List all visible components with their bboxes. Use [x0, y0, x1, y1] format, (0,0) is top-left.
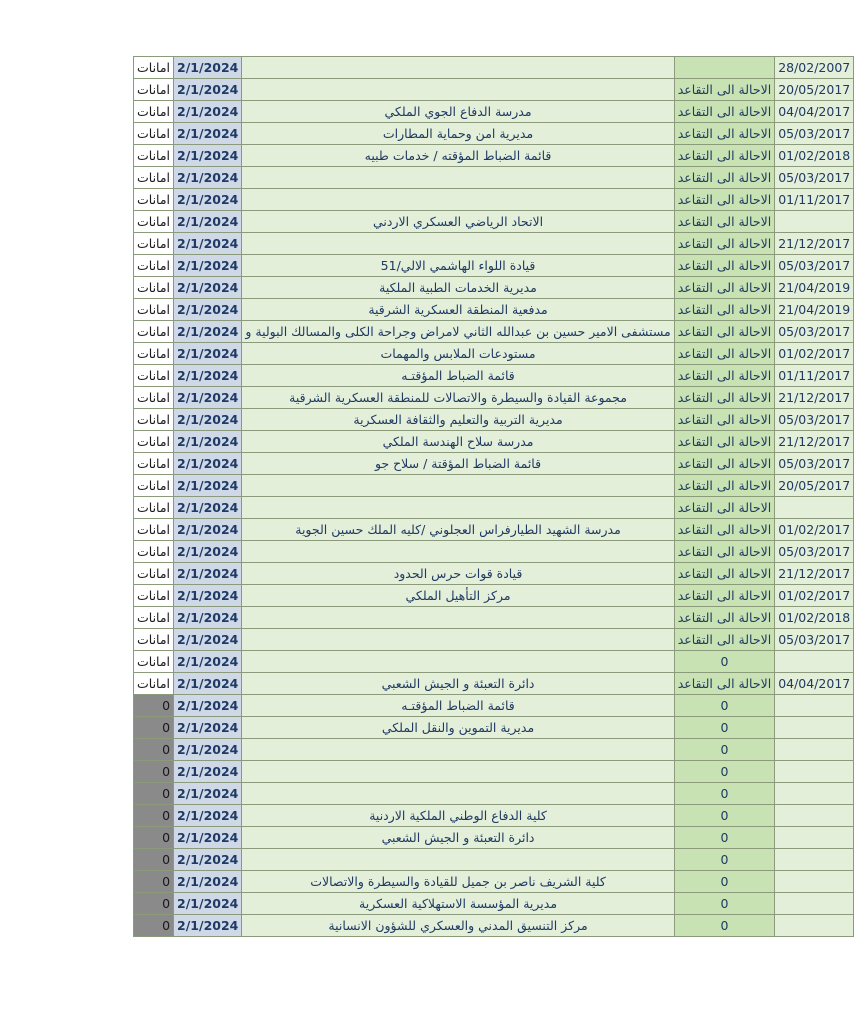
table-row — [134, 915, 854, 937]
retirement-date-cell[interactable]: 28/02/2007 — [775, 57, 854, 79]
date-cell[interactable]: 2/1/2024 — [174, 871, 242, 893]
status-cell[interactable]: 0 — [134, 739, 174, 761]
reason-cell[interactable]: الاحالة الى التقاعد — [674, 475, 775, 497]
retirement-date-cell[interactable]: 05/03/2017 — [775, 321, 854, 343]
unit-cell[interactable] — [242, 629, 674, 651]
unit-cell[interactable]: مستشفى الامير حسين بن عبدالله الثاني لامراض وجراحة الكلى والمسالك البولية و — [242, 321, 674, 343]
retirement-date-cell[interactable] — [775, 827, 854, 849]
date-cell[interactable]: 2/1/2024 — [174, 739, 242, 761]
unit-cell[interactable] — [242, 541, 674, 563]
reason-cell[interactable]: 0 — [674, 915, 775, 937]
unit-cell[interactable] — [242, 739, 674, 761]
date-cell[interactable]: 2/1/2024 — [174, 123, 242, 145]
status-cell[interactable]: 0 — [134, 717, 174, 739]
reason-cell[interactable]: الاحالة الى التقاعد — [674, 607, 775, 629]
date-cell[interactable]: 2/1/2024 — [174, 475, 242, 497]
table-row — [134, 607, 854, 629]
table-row — [134, 453, 854, 475]
reason-cell[interactable]: الاحالة الى التقاعد — [674, 453, 775, 475]
date-cell[interactable]: 2/1/2024 — [174, 365, 242, 387]
retirement-date-cell[interactable]: 05/03/2017 — [775, 167, 854, 189]
retirement-date-cell[interactable]: 21/12/2017 — [775, 233, 854, 255]
reason-cell[interactable]: الاحالة الى التقاعد — [674, 409, 775, 431]
reason-cell[interactable]: الاحالة الى التقاعد — [674, 101, 775, 123]
retirement-date-cell[interactable]: 21/12/2017 — [775, 563, 854, 585]
status-cell[interactable]: 0 — [134, 827, 174, 849]
status-cell[interactable]: امانات — [134, 651, 174, 673]
retirement-date-cell[interactable]: 05/03/2017 — [775, 453, 854, 475]
retirement-date-cell[interactable]: 05/03/2017 — [775, 123, 854, 145]
date-cell[interactable]: 2/1/2024 — [174, 761, 242, 783]
reason-cell[interactable]: الاحالة الى التقاعد — [674, 79, 775, 101]
retirement-date-cell[interactable]: 21/04/2019 — [775, 299, 854, 321]
date-cell[interactable]: 2/1/2024 — [174, 805, 242, 827]
unit-cell[interactable] — [242, 607, 674, 629]
unit-cell[interactable] — [242, 475, 674, 497]
table-row — [134, 717, 854, 739]
reason-cell[interactable]: 0 — [674, 805, 775, 827]
retirement-date-cell[interactable]: 04/04/2017 — [775, 673, 854, 695]
date-cell[interactable]: 2/1/2024 — [174, 497, 242, 519]
status-cell[interactable]: امانات — [134, 519, 174, 541]
retirement-date-cell[interactable]: 05/03/2017 — [775, 629, 854, 651]
unit-cell[interactable]: مركز التنسيق المدني والعسكري للشؤون الانسانية — [242, 915, 674, 937]
status-cell[interactable]: امانات — [134, 277, 174, 299]
table-row — [134, 123, 854, 145]
date-cell[interactable]: 2/1/2024 — [174, 79, 242, 101]
reason-cell[interactable]: الاحالة الى التقاعد — [674, 365, 775, 387]
table-row — [134, 585, 854, 607]
reason-cell[interactable]: الاحالة الى التقاعد — [674, 343, 775, 365]
reason-cell[interactable]: 0 — [674, 783, 775, 805]
retirement-date-cell[interactable]: 21/12/2017 — [775, 387, 854, 409]
table-row — [134, 761, 854, 783]
reason-cell[interactable]: الاحالة الى التقاعد — [674, 563, 775, 585]
date-cell[interactable]: 2/1/2024 — [174, 651, 242, 673]
date-cell[interactable]: 2/1/2024 — [174, 541, 242, 563]
status-cell[interactable]: امانات — [134, 189, 174, 211]
status-cell[interactable]: امانات — [134, 79, 174, 101]
date-cell[interactable]: 2/1/2024 — [174, 695, 242, 717]
date-cell[interactable]: 2/1/2024 — [174, 343, 242, 365]
retirement-date-cell[interactable]: 05/03/2017 — [775, 409, 854, 431]
retirement-date-cell[interactable]: 01/02/2017 — [775, 519, 854, 541]
table-body — [134, 57, 854, 937]
status-cell[interactable]: امانات — [134, 607, 174, 629]
retirement-date-cell[interactable]: 21/12/2017 — [775, 431, 854, 453]
retirement-date-cell[interactable]: 05/03/2017 — [775, 255, 854, 277]
unit-cell[interactable]: قائمة الضباط المؤقتـه — [242, 365, 674, 387]
unit-cell[interactable] — [242, 233, 674, 255]
status-cell[interactable]: امانات — [134, 563, 174, 585]
reason-cell[interactable] — [674, 57, 775, 79]
status-cell[interactable]: امانات — [134, 431, 174, 453]
table-row — [134, 409, 854, 431]
reason-cell[interactable]: الاحالة الى التقاعد — [674, 585, 775, 607]
table-row — [134, 387, 854, 409]
table-row — [134, 563, 854, 585]
date-cell[interactable]: 2/1/2024 — [174, 255, 242, 277]
status-cell[interactable]: 0 — [134, 893, 174, 915]
unit-cell[interactable]: مدرسة سلاح الهندسة الملكي — [242, 431, 674, 453]
reason-cell[interactable]: الاحالة الى التقاعد — [674, 519, 775, 541]
reason-cell[interactable]: الاحالة الى التقاعد — [674, 431, 775, 453]
date-cell[interactable]: 2/1/2024 — [174, 299, 242, 321]
retirement-date-cell[interactable]: 05/03/2017 — [775, 541, 854, 563]
reason-cell[interactable]: الاحالة الى التقاعد — [674, 167, 775, 189]
table-row — [134, 871, 854, 893]
reason-cell[interactable]: الاحالة الى التقاعد — [674, 277, 775, 299]
table-row — [134, 827, 854, 849]
table-row — [134, 211, 854, 233]
date-cell[interactable]: 2/1/2024 — [174, 167, 242, 189]
retirement-date-cell[interactable] — [775, 915, 854, 937]
table-row — [134, 849, 854, 871]
unit-cell[interactable] — [242, 651, 674, 673]
date-cell[interactable]: 2/1/2024 — [174, 717, 242, 739]
status-cell[interactable]: امانات — [134, 123, 174, 145]
unit-cell[interactable] — [242, 783, 674, 805]
unit-cell[interactable]: مركز التأهيل الملكي — [242, 585, 674, 607]
status-cell[interactable]: 0 — [134, 871, 174, 893]
date-cell[interactable]: 2/1/2024 — [174, 673, 242, 695]
reason-cell[interactable]: 0 — [674, 827, 775, 849]
date-cell[interactable]: 2/1/2024 — [174, 849, 242, 871]
status-cell[interactable]: امانات — [134, 497, 174, 519]
unit-cell[interactable]: قيادة اللواء الهاشمي الالي/51 — [242, 255, 674, 277]
unit-cell[interactable]: مديرية المؤسسة الاستهلاكية العسكرية — [242, 893, 674, 915]
table-row — [134, 321, 854, 343]
unit-cell[interactable]: دائرة التعبئة و الجيش الشعبي — [242, 673, 674, 695]
status-cell[interactable]: امانات — [134, 475, 174, 497]
unit-cell[interactable]: قائمة الضباط المؤقتـه — [242, 695, 674, 717]
table-row — [134, 783, 854, 805]
status-cell[interactable]: امانات — [134, 321, 174, 343]
status-cell[interactable]: امانات — [134, 453, 174, 475]
table-row — [134, 299, 854, 321]
date-cell[interactable]: 2/1/2024 — [174, 629, 242, 651]
retirement-date-cell[interactable] — [775, 893, 854, 915]
retirement-date-cell[interactable]: 21/04/2019 — [775, 277, 854, 299]
spreadsheet-table — [133, 56, 854, 937]
table-row — [134, 805, 854, 827]
table-row — [134, 695, 854, 717]
unit-cell[interactable]: مدفعية المنطقة العسكرية الشرقية — [242, 299, 674, 321]
reason-cell[interactable]: الاحالة الى التقاعد — [674, 255, 775, 277]
reason-cell[interactable]: الاحالة الى التقاعد — [674, 541, 775, 563]
reason-cell[interactable]: 0 — [674, 651, 775, 673]
retirement-date-cell[interactable]: 01/02/2017 — [775, 343, 854, 365]
table-row — [134, 629, 854, 651]
reason-cell[interactable]: الاحالة الى التقاعد — [674, 211, 775, 233]
status-cell[interactable]: 0 — [134, 783, 174, 805]
status-cell[interactable]: امانات — [134, 585, 174, 607]
unit-cell[interactable]: كلية الدفاع الوطني الملكية الاردنية — [242, 805, 674, 827]
retirement-date-cell[interactable] — [775, 211, 854, 233]
status-cell[interactable]: امانات — [134, 387, 174, 409]
status-cell[interactable]: امانات — [134, 255, 174, 277]
unit-cell[interactable] — [242, 57, 674, 79]
reason-cell[interactable]: 0 — [674, 761, 775, 783]
date-cell[interactable]: 2/1/2024 — [174, 189, 242, 211]
unit-cell[interactable]: مديرية التموين والنقل الملكي — [242, 717, 674, 739]
date-cell[interactable]: 2/1/2024 — [174, 783, 242, 805]
retirement-date-cell[interactable] — [775, 717, 854, 739]
date-cell[interactable]: 2/1/2024 — [174, 431, 242, 453]
status-cell[interactable]: امانات — [134, 57, 174, 79]
unit-cell[interactable]: مديرية التربية والتعليم والثقافة العسكرية — [242, 409, 674, 431]
retirement-date-cell[interactable]: 01/02/2018 — [775, 607, 854, 629]
reason-cell[interactable]: 0 — [674, 695, 775, 717]
status-cell[interactable]: امانات — [134, 365, 174, 387]
retirement-date-cell[interactable] — [775, 871, 854, 893]
date-cell[interactable]: 2/1/2024 — [174, 409, 242, 431]
reason-cell[interactable]: 0 — [674, 717, 775, 739]
status-cell[interactable]: امانات — [134, 541, 174, 563]
table-row — [134, 255, 854, 277]
unit-cell[interactable]: قائمة الضباط المؤقتة / سلاح جو — [242, 453, 674, 475]
date-cell[interactable]: 2/1/2024 — [174, 233, 242, 255]
status-cell[interactable]: امانات — [134, 101, 174, 123]
retirement-date-cell[interactable] — [775, 651, 854, 673]
reason-cell[interactable]: الاحالة الى التقاعد — [674, 145, 775, 167]
date-cell[interactable]: 2/1/2024 — [174, 277, 242, 299]
unit-cell[interactable] — [242, 761, 674, 783]
table-row — [134, 167, 854, 189]
reason-cell[interactable]: 0 — [674, 739, 775, 761]
status-cell[interactable]: امانات — [134, 299, 174, 321]
reason-cell[interactable]: الاحالة الى التقاعد — [674, 299, 775, 321]
retirement-date-cell[interactable]: 01/02/2018 — [775, 145, 854, 167]
table-row — [134, 365, 854, 387]
retirement-date-cell[interactable]: 20/05/2017 — [775, 79, 854, 101]
status-cell[interactable]: امانات — [134, 409, 174, 431]
reason-cell[interactable]: الاحالة الى التقاعد — [674, 123, 775, 145]
date-cell[interactable]: 2/1/2024 — [174, 893, 242, 915]
table-row — [134, 343, 854, 365]
date-cell[interactable]: 2/1/2024 — [174, 321, 242, 343]
unit-cell[interactable]: كلية الشريف ناصر بن جميل للقيادة والسيطرة والاتصالات — [242, 871, 674, 893]
unit-cell[interactable] — [242, 849, 674, 871]
unit-cell[interactable]: دائرة التعبئة و الجيش الشعبي — [242, 827, 674, 849]
unit-cell[interactable]: قائمة الضباط المؤقته / خدمات طبيه — [242, 145, 674, 167]
status-cell[interactable]: 0 — [134, 695, 174, 717]
date-cell[interactable]: 2/1/2024 — [174, 453, 242, 475]
unit-cell[interactable]: قيادة قوات حرس الحدود — [242, 563, 674, 585]
reason-cell[interactable]: الاحالة الى التقاعد — [674, 233, 775, 255]
reason-cell[interactable]: 0 — [674, 893, 775, 915]
date-cell[interactable]: 2/1/2024 — [174, 145, 242, 167]
table-row — [134, 57, 854, 79]
reason-cell[interactable]: الاحالة الى التقاعد — [674, 629, 775, 651]
table-row — [134, 673, 854, 695]
table-row — [134, 475, 854, 497]
retirement-date-cell[interactable]: 20/05/2017 — [775, 475, 854, 497]
status-cell[interactable]: امانات — [134, 145, 174, 167]
table-row — [134, 431, 854, 453]
retirement-date-cell[interactable] — [775, 849, 854, 871]
status-cell[interactable]: امانات — [134, 167, 174, 189]
date-cell[interactable]: 2/1/2024 — [174, 519, 242, 541]
status-cell[interactable]: 0 — [134, 849, 174, 871]
status-cell[interactable]: امانات — [134, 211, 174, 233]
retirement-date-cell[interactable] — [775, 805, 854, 827]
date-cell[interactable]: 2/1/2024 — [174, 211, 242, 233]
unit-cell[interactable] — [242, 167, 674, 189]
table-row — [134, 739, 854, 761]
unit-cell[interactable] — [242, 497, 674, 519]
unit-cell[interactable] — [242, 189, 674, 211]
table-row — [134, 893, 854, 915]
status-cell[interactable]: امانات — [134, 629, 174, 651]
retirement-date-cell[interactable]: 01/11/2017 — [775, 189, 854, 211]
retirement-date-cell[interactable]: 01/11/2017 — [775, 365, 854, 387]
unit-cell[interactable]: مجموعة القيادة والسيطرة والاتصالات للمنطقة العسكرية الشرقية — [242, 387, 674, 409]
unit-cell[interactable] — [242, 79, 674, 101]
table-row — [134, 651, 854, 673]
table-row — [134, 277, 854, 299]
reason-cell[interactable]: 0 — [674, 871, 775, 893]
table-row — [134, 145, 854, 167]
reason-cell[interactable]: الاحالة الى التقاعد — [674, 189, 775, 211]
reason-cell[interactable]: الاحالة الى التقاعد — [674, 387, 775, 409]
unit-cell[interactable]: مدرسة الشهيد الطيارفراس العجلوني /كليه الملك حسين الجوية — [242, 519, 674, 541]
retirement-date-cell[interactable] — [775, 497, 854, 519]
table-row — [134, 541, 854, 563]
status-cell[interactable]: 0 — [134, 805, 174, 827]
status-cell[interactable]: 0 — [134, 915, 174, 937]
unit-cell[interactable]: الاتحاد الرياضي العسكري الاردني — [242, 211, 674, 233]
date-cell[interactable]: 2/1/2024 — [174, 563, 242, 585]
status-cell[interactable]: امانات — [134, 673, 174, 695]
table-row — [134, 79, 854, 101]
retirement-date-cell[interactable]: 04/04/2017 — [775, 101, 854, 123]
retirement-date-cell[interactable]: 01/02/2017 — [775, 585, 854, 607]
status-cell[interactable]: امانات — [134, 343, 174, 365]
table-row — [134, 233, 854, 255]
date-cell[interactable]: 2/1/2024 — [174, 585, 242, 607]
retirement-date-cell[interactable] — [775, 695, 854, 717]
date-cell[interactable]: 2/1/2024 — [174, 387, 242, 409]
status-cell[interactable]: 0 — [134, 761, 174, 783]
table-row — [134, 101, 854, 123]
reason-cell[interactable]: الاحالة الى التقاعد — [674, 673, 775, 695]
date-cell[interactable]: 2/1/2024 — [174, 57, 242, 79]
reason-cell[interactable]: 0 — [674, 849, 775, 871]
date-cell[interactable]: 2/1/2024 — [174, 827, 242, 849]
unit-cell[interactable]: مديرية امن وحماية المطارات — [242, 123, 674, 145]
status-cell[interactable]: امانات — [134, 233, 174, 255]
retirement-date-cell[interactable] — [775, 783, 854, 805]
unit-cell[interactable]: مدرسة الدفاع الجوي الملكي — [242, 101, 674, 123]
reason-cell[interactable]: الاحالة الى التقاعد — [674, 497, 775, 519]
retirement-date-cell[interactable] — [775, 761, 854, 783]
retirement-date-cell[interactable] — [775, 739, 854, 761]
table-row — [134, 189, 854, 211]
date-cell[interactable]: 2/1/2024 — [174, 101, 242, 123]
table-row — [134, 497, 854, 519]
unit-cell[interactable]: مديرية الخدمات الطبية الملكية — [242, 277, 674, 299]
reason-cell[interactable]: الاحالة الى التقاعد — [674, 321, 775, 343]
table-row — [134, 519, 854, 541]
date-cell[interactable]: 2/1/2024 — [174, 607, 242, 629]
unit-cell[interactable]: مستودعات الملابس والمهمات — [242, 343, 674, 365]
date-cell[interactable]: 2/1/2024 — [174, 915, 242, 937]
